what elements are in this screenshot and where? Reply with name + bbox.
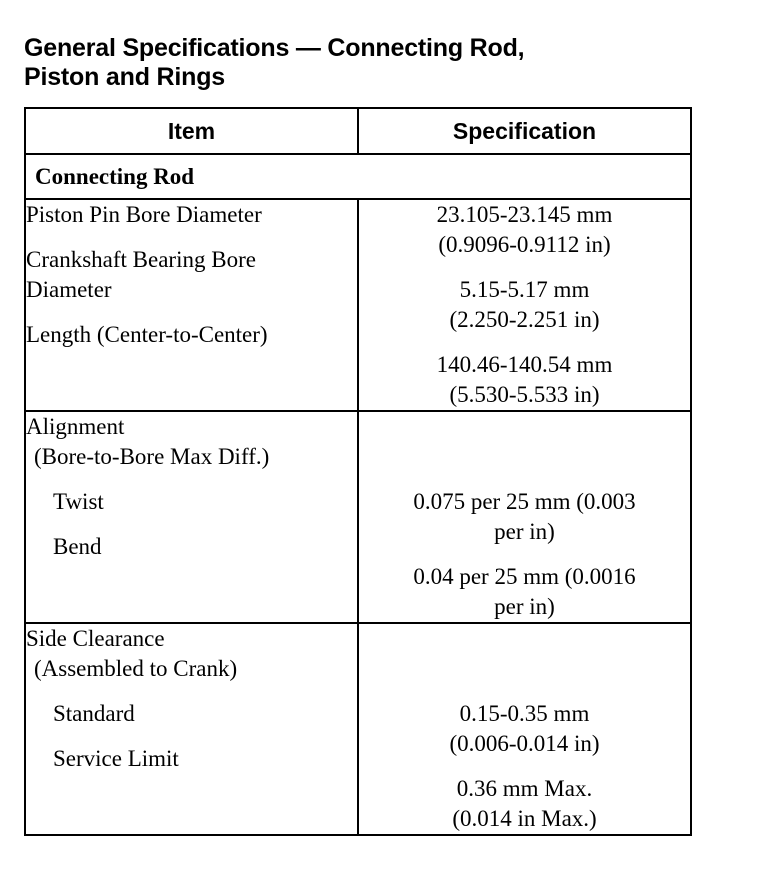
spec-value: 5.15-5.17 mm bbox=[459, 277, 590, 302]
list-item bbox=[359, 350, 690, 410]
item-label: Crankshaft Bearing Bore bbox=[26, 247, 256, 272]
list-item bbox=[359, 774, 690, 834]
list-item bbox=[359, 699, 690, 759]
item-label: Diameter bbox=[26, 277, 112, 302]
group-heading: Alignment bbox=[26, 414, 125, 439]
list-item bbox=[26, 532, 357, 562]
spacer bbox=[359, 412, 690, 472]
table-row-group-side-clearance bbox=[25, 623, 691, 835]
page-title bbox=[24, 34, 724, 92]
spec-cell bbox=[358, 623, 691, 835]
table-header-row bbox=[25, 108, 691, 154]
header-specification: Specification bbox=[358, 108, 691, 154]
section-heading: Connecting Rod bbox=[25, 154, 691, 199]
table-row-group-alignment bbox=[25, 411, 691, 623]
item-cell bbox=[25, 199, 358, 411]
spec-value: 0.36 mm Max. bbox=[456, 776, 593, 801]
list-item bbox=[26, 245, 357, 305]
spec-value: 140.46-140.54 mm bbox=[436, 352, 613, 377]
list-item bbox=[359, 200, 690, 260]
spec-value: 0.15-0.35 mm bbox=[459, 701, 590, 726]
item-label: Standard bbox=[53, 701, 135, 726]
list-item bbox=[26, 699, 357, 729]
item-label: Piston Pin Bore Diameter bbox=[26, 202, 262, 227]
list-item bbox=[359, 562, 690, 622]
item-cell bbox=[25, 411, 358, 623]
spec-value: (0.006-0.014 in) bbox=[449, 731, 600, 756]
list-item bbox=[26, 744, 357, 774]
spec-value: 23.105-23.145 mm bbox=[436, 202, 613, 227]
group-subheading: (Assembled to Crank) bbox=[34, 656, 238, 681]
page-title-line-2: Piston and Rings bbox=[24, 63, 225, 91]
spec-value: 0.04 per 25 mm (0.0016 bbox=[413, 564, 636, 589]
header-item: Item bbox=[25, 108, 358, 154]
spec-value: (0.014 in Max.) bbox=[452, 806, 597, 831]
page-title-line-1: General Specifications — Connecting Rod, bbox=[24, 34, 525, 62]
list-item bbox=[26, 487, 357, 517]
list-item bbox=[359, 487, 690, 547]
spec-value: per in) bbox=[494, 594, 555, 619]
list-item bbox=[26, 412, 357, 472]
spec-value: (0.9096-0.9112 in) bbox=[438, 232, 611, 257]
spec-value: (2.250-2.251 in) bbox=[449, 307, 600, 332]
item-label: Service Limit bbox=[53, 746, 179, 771]
item-cell bbox=[25, 623, 358, 835]
item-label: Bend bbox=[53, 534, 102, 559]
group-heading: Side Clearance bbox=[26, 626, 165, 651]
spec-cell bbox=[358, 199, 691, 411]
spec-cell bbox=[358, 411, 691, 623]
spec-table bbox=[24, 107, 692, 836]
list-item bbox=[26, 320, 357, 350]
list-item bbox=[359, 275, 690, 335]
item-label: Twist bbox=[53, 489, 104, 514]
group-subheading: (Bore-to-Bore Max Diff.) bbox=[34, 444, 270, 469]
list-item bbox=[26, 200, 357, 230]
spec-value: per in) bbox=[494, 519, 555, 544]
spec-value: 0.075 per 25 mm (0.003 bbox=[413, 489, 636, 514]
table-row-group-dimensions bbox=[25, 199, 691, 411]
item-label: Length (Center-to-Center) bbox=[26, 322, 268, 347]
section-row bbox=[25, 154, 691, 199]
spacer bbox=[359, 624, 690, 684]
spec-value: (5.530-5.533 in) bbox=[449, 382, 600, 407]
list-item bbox=[26, 624, 357, 684]
